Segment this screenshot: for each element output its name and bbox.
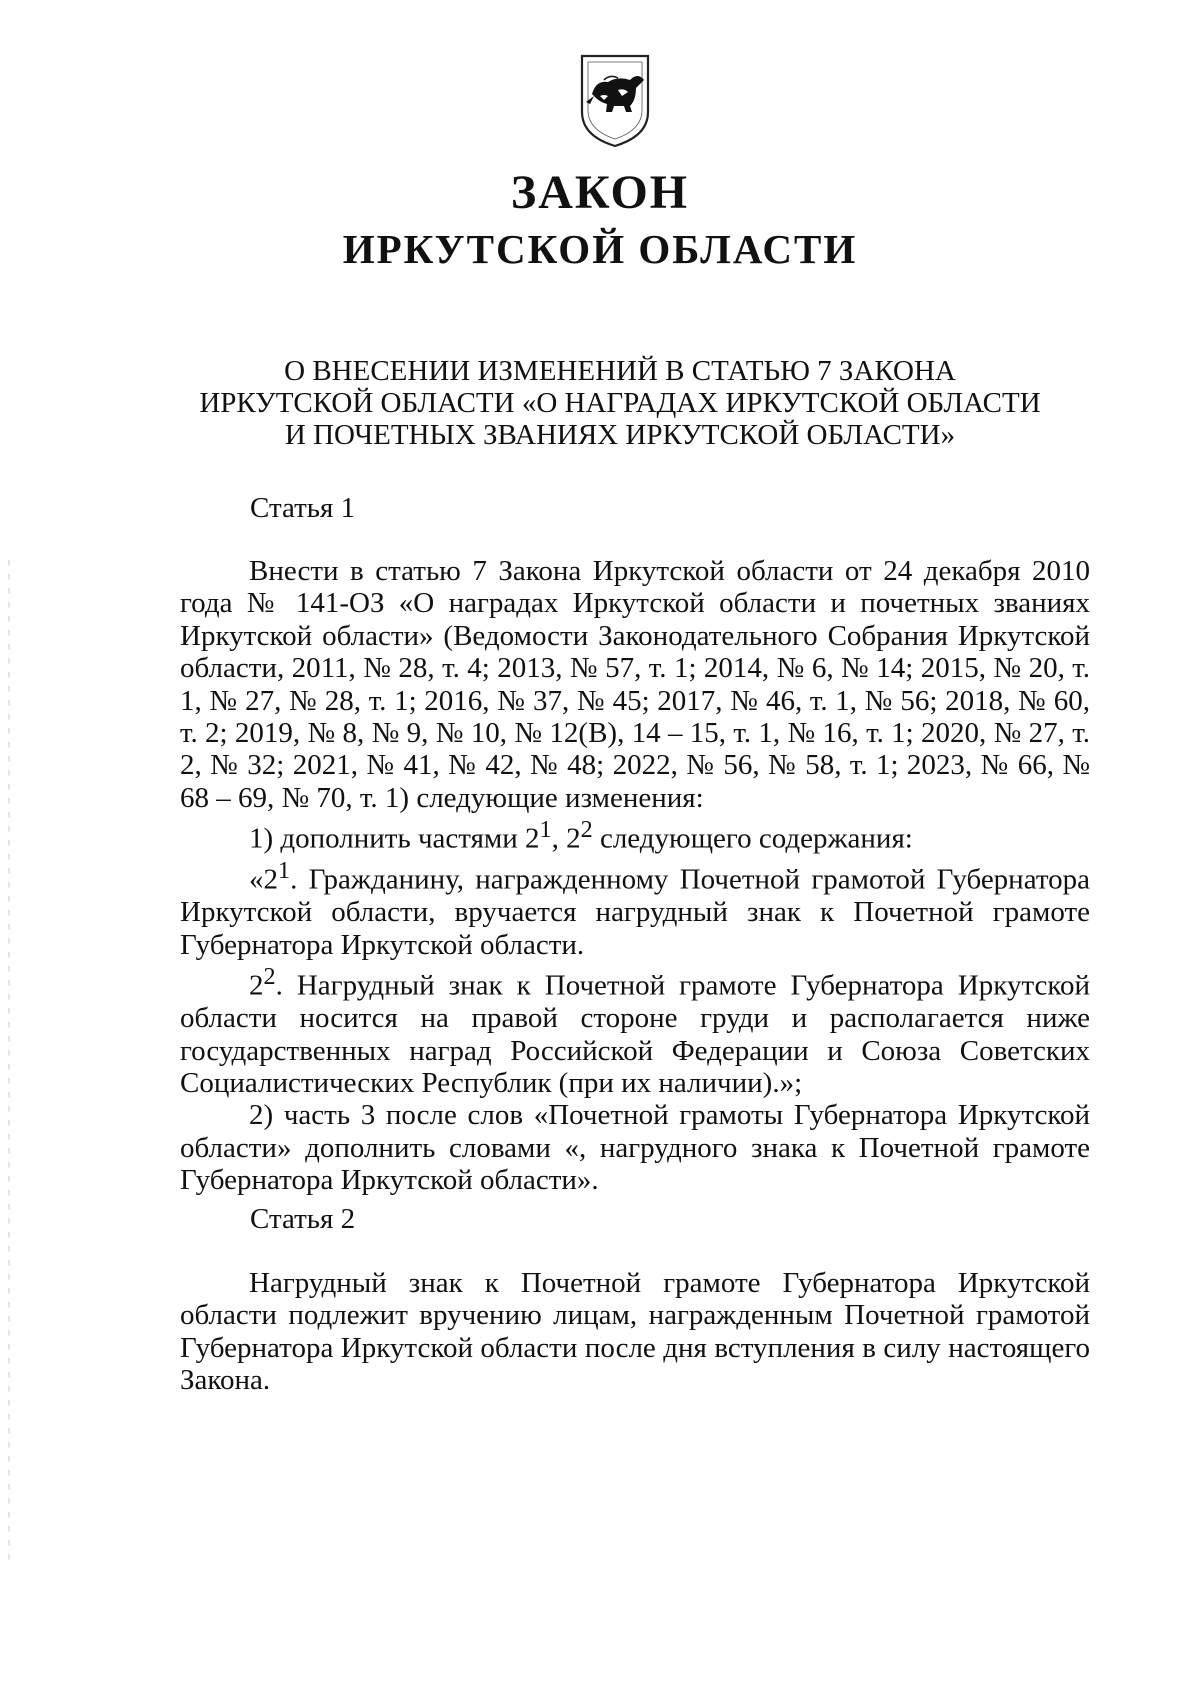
article-2-body <box>180 1267 1090 1397</box>
subject-line: И ПОЧЕТНЫХ ЗВАНИЯХ ИРКУТСКОЙ ОБЛАСТИ» <box>284 419 956 451</box>
article-1-body <box>180 555 1090 1197</box>
article-2-heading: Статья 2 <box>250 1203 356 1235</box>
article-1-intro: Внести в статью 7 Закона Иркутской области от 24 декабря 2010 года № 141-ОЗ «О наградах Иркутской области и почетных званиях Иркутской области» (Ведомости Законодательного Собрания Иркутской области, 2011, № 28, т. 4; 2013, № 57, т. 1; 2014, № 6, № 14; 2015, № 20, т. 1, № 27, № 28, т. 1; 2016, № 37, № 45; 2017, № 46, т. 1, № 56; 2018, № 60, т. 2; 2019, № 8, № 9, № 10, № 12(В), 14 – 15, т. 1, № 16, т. 1; 2020, № 27, т. 2, № 32; 2021, № 41, № 42, № 48; 2022, № 56, № 58, т. 1; 2023, № 66, № 68 – 69, № 70, т. 1) следующие изменения: <box>180 555 1090 814</box>
article-2-text: Нагрудный знак к Почетной грамоте Губернатора Иркутской области подлежит вручению лицам, награжденным Почетной грамотой Губернатора Иркутской области после дня вступления в силу настоящего Закона. <box>180 1267 1090 1397</box>
part-2-2: $2^2$. Нагрудный знак к Почетной грамоте Губернатора Иркутской области носится на правой стороне груди и располагается ниже государственных наград Российской Федерации и Союза Советских Социалистических Республик (при их наличии).»; <box>180 963 1090 1100</box>
law-subject <box>180 355 1060 451</box>
part-2-1: «$2^1$. Гражданину, награжденному Почетной грамотой Губернатора Иркутской области, вручается нагрудный знак к Почетной грамоте Губернатора Иркутской области. <box>180 857 1090 961</box>
coat-of-arms-irkutsk-icon <box>574 50 656 150</box>
article-1-heading: Статья 1 <box>250 492 356 524</box>
scan-margin-artifact <box>8 560 10 1560</box>
law-title: ЗАКОН <box>510 166 690 219</box>
subject-line: О ВНЕСЕНИИ ИЗМЕНЕНИЙ В СТАТЬЮ 7 ЗАКОНА <box>284 355 956 387</box>
subject-line: ИРКУТСКОЙ ОБЛАСТИ «О НАГРАДАХ ИРКУТСКОЙ ОБЛАСТИ <box>199 387 1041 419</box>
law-region: ИРКУТСКОЙ ОБЛАСТИ <box>342 226 858 272</box>
article-1-item-1: 1) дополнить частями $2^1$, $2^2$ следующего содержания: <box>249 816 913 855</box>
article-1-item-2: 2) часть 3 после слов «Почетной грамоты Губернатора Иркутской области» дополнить словами «, нагрудного знака к Почетной грамоте Губернатора Иркутской области». <box>180 1099 1090 1197</box>
